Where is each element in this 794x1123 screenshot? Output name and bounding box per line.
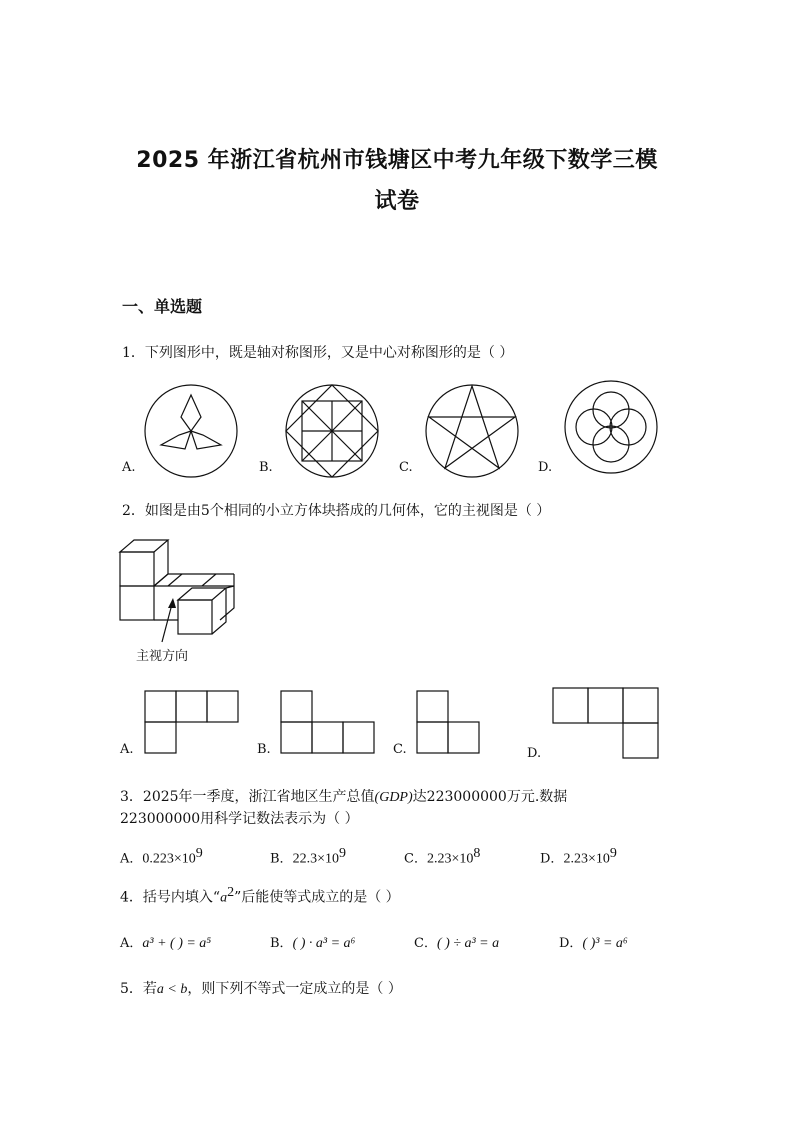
q3-stem-part1: 3．2025年一季度，浙江省地区生产总值 — [120, 789, 375, 805]
q3-stem-part2: 达223000000万元.数据 — [412, 789, 568, 805]
q4-option-c-label: C． — [414, 936, 437, 951]
q1-option-a-label: A. — [122, 460, 136, 475]
q4-option-b-label: B． — [270, 936, 293, 951]
q3-gdp-math: (GDP) — [374, 790, 413, 805]
question-2-stem: 2．如图是由5个相同的小立方体块搭成的几何体，它的主视图是（ ） — [122, 503, 551, 519]
q4-option-c-expr: ( ) ÷ a³ = a — [436, 936, 500, 951]
q5-stem-part1: 5．若 — [120, 981, 157, 997]
question-3-stem-line2: 223000000用科学记数法表示为（ ） — [120, 811, 359, 827]
q5-stem-math: a < b — [156, 982, 188, 997]
q2-cube-figure — [118, 538, 238, 638]
section-heading: 一、单选题 — [122, 297, 203, 316]
q1-option-c-label: C. — [399, 460, 413, 475]
q1-figure-b — [284, 383, 380, 479]
q2-figure-b — [280, 690, 376, 754]
q2-option-a-label: A. — [120, 742, 134, 757]
q4-option-a — [120, 932, 211, 952]
q3-option-b-base: 22.3×10 — [292, 851, 339, 867]
q4-option-b — [270, 932, 355, 952]
q4-stem-exp: 2 — [227, 885, 235, 900]
q3-option-c — [404, 846, 480, 867]
q2-option-d-label: D. — [527, 746, 542, 761]
q4-option-d — [559, 932, 628, 952]
q3-option-a-base: 0.223×10 — [142, 851, 196, 867]
q3-option-b-exp: 9 — [338, 846, 346, 861]
q4-stem-part2: ”后能使等式成立的是（ ） — [234, 889, 400, 906]
q3-option-a-exp: 9 — [195, 846, 203, 861]
q3-option-a — [120, 846, 203, 867]
question-5-stem — [120, 978, 402, 998]
q5-stem-part2: ，则下列不等式一定成立的是（ ） — [187, 981, 402, 997]
q2-view-direction-label: 主视方向 — [136, 649, 189, 664]
q3-option-d-exp: 9 — [609, 846, 617, 861]
q4-option-a-label: A． — [120, 936, 143, 951]
q2-figure-d — [552, 687, 662, 759]
q4-stem-part1: 4．括号内填入“ — [120, 889, 221, 906]
q1-figure-c — [424, 383, 520, 479]
q3-option-c-base: 2.23×10 — [426, 851, 474, 867]
q3-option-b — [270, 846, 346, 867]
q4-option-a-expr: a³ + ( ) = a⁵ — [142, 936, 212, 951]
q2-option-b-label: B. — [257, 742, 271, 757]
q1-figure-d — [563, 379, 659, 475]
page-title-line1: 2025 年浙江省杭州市钱塘区中考九年级下数学三模 — [136, 148, 658, 173]
q4-option-b-expr: ( ) · a³ = a⁶ — [292, 936, 356, 951]
q1-option-d-label: D. — [538, 460, 553, 475]
q3-option-d — [540, 846, 617, 867]
q4-stem-math: a — [220, 890, 228, 906]
q2-figure-c — [416, 690, 482, 754]
q3-option-b-label: B． — [270, 851, 293, 867]
q4-option-c — [414, 932, 499, 952]
question-1-stem: 1．下列图形中，既是轴对称图形，又是中心对称图形的是（ ） — [122, 345, 514, 361]
question-4-stem — [120, 885, 400, 907]
page-title-line2: 试卷 — [374, 189, 420, 214]
question-3-stem-line1 — [120, 786, 567, 806]
q3-option-a-label: A． — [120, 851, 143, 867]
q3-option-d-base: 2.23×10 — [563, 851, 610, 867]
q1-option-b-label: B. — [259, 460, 273, 475]
q2-option-c-label: C. — [393, 742, 407, 757]
q4-option-d-label: D． — [559, 936, 583, 951]
q2-figure-a — [144, 690, 240, 754]
q3-option-c-label: C． — [404, 851, 427, 867]
q1-figure-a — [143, 383, 239, 479]
q3-option-c-exp: 8 — [473, 846, 481, 861]
q4-option-d-expr: ( )³ = a⁶ — [582, 936, 628, 951]
q3-option-d-label: D． — [540, 851, 564, 867]
